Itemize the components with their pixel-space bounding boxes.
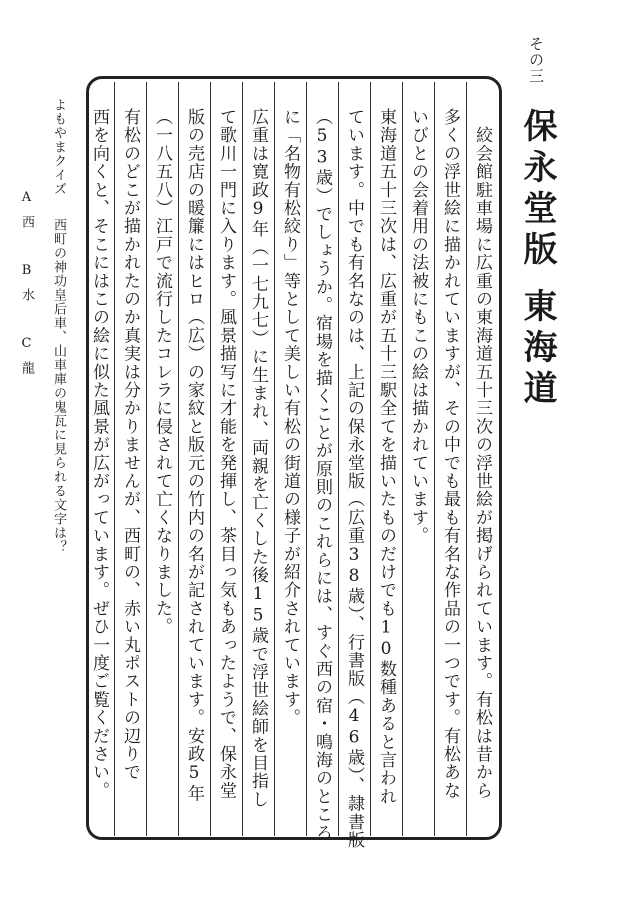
body-line: て歌川一門に入ります。風景描写に才能を発揮し、茶目っ気もあったようで、保永堂 xyxy=(216,108,236,800)
body-line: 西を向くと、そこにはこの絵に似た風景が広がっています。ぜひ一度ご覧ください。 xyxy=(89,108,109,800)
title-line-1: 保永堂版 xyxy=(517,108,557,272)
column-rule xyxy=(402,82,403,836)
column-rule xyxy=(306,82,307,836)
column-rule xyxy=(178,82,179,836)
column-rule xyxy=(370,82,371,836)
body-line: （53歳）でしょうか。宿場を描くことが原則のこれらには、すぐ西の宿・鳴海のところ xyxy=(312,108,332,842)
column-rule xyxy=(210,82,211,836)
body-line: 多くの浮世絵に描かれていますが、その中でも最も有名な作品の一つです。有松あな xyxy=(440,108,460,800)
column-rule xyxy=(146,82,147,836)
part-label: その三 xyxy=(527,36,545,84)
quiz-question: 西町の神功皇后車、山車庫の鬼瓦に見られる文字は？ xyxy=(51,218,66,554)
body-line: 版の売店の暖簾にはヒロ（広）の家紋と版元の竹内の名が記されています。安政5年 xyxy=(184,108,204,803)
column-rule xyxy=(434,82,435,836)
column-rule xyxy=(274,82,275,836)
column-rule xyxy=(338,82,339,836)
body-line: ています。中でも有名なのは、上記の保永堂版（広重38歳）、行書版（46歳）、隷書版 xyxy=(344,108,364,850)
column-rule xyxy=(466,82,467,836)
body-line: 広重は寛政9年（一七九七）に生まれ、両親を亡くした後15歳で浮世絵師を目指し xyxy=(248,108,268,809)
column-rule xyxy=(114,82,115,836)
quiz-label: よもやまクイズ xyxy=(51,98,66,196)
quiz-options: A西 B水 C龍 xyxy=(19,190,34,384)
title-line-2: 東海道 xyxy=(517,288,557,411)
body-line: いびとの会着用の法被にもこの絵は描かれています。 xyxy=(408,108,428,545)
column-rule xyxy=(242,82,243,836)
body-line: 東海道五十三次は、広重が五十三駅全てを描いたものだけでも10数種あると言われ xyxy=(376,108,396,806)
body-line: に「名物有松絞り」等として美しい有松の街道の様子が紹介されています。 xyxy=(280,108,300,727)
body-line: 有松のどこが描かれたのか真実は分かりませんが、西町の、赤い丸ポストの辺りで xyxy=(120,108,140,782)
body-line: （一八五八）江戸で流行したコレラに侵されて亡くなりました。 xyxy=(152,108,172,636)
body-line: 絞会館駐車場に広重の東海道五十三次の浮世絵が掲げられています。有松は昔から xyxy=(472,108,492,800)
